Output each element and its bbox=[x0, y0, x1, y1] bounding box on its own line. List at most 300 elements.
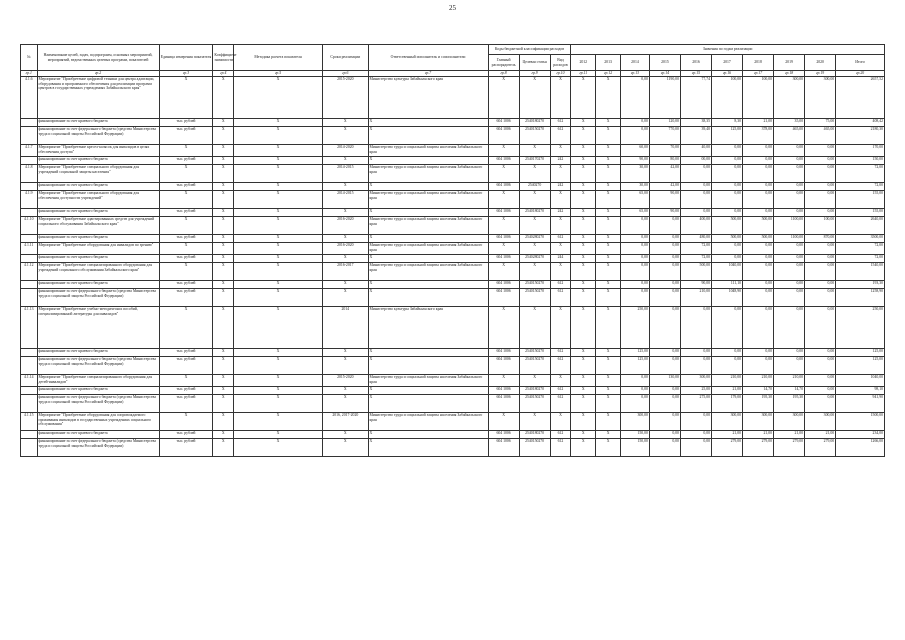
row-bcc-vr: 612 bbox=[550, 439, 571, 457]
value-2015: 1190,00 bbox=[649, 77, 680, 119]
value-2019: 210,00 bbox=[774, 375, 805, 387]
header-year: 2017 bbox=[712, 55, 743, 71]
row-method: X bbox=[234, 119, 323, 127]
row-unit: X bbox=[159, 145, 213, 157]
value-2019: 0,00 bbox=[774, 209, 805, 217]
row-coef: X bbox=[213, 357, 234, 375]
row-responsible: X bbox=[368, 281, 488, 289]
value-2020: 300,00 bbox=[805, 413, 836, 431]
value-2012: X bbox=[571, 281, 596, 289]
row-name: финансирование за счет краевого бюджета bbox=[37, 387, 159, 395]
value-2014: 65,00 bbox=[620, 209, 649, 217]
value-2013: X bbox=[596, 243, 621, 255]
row-number: 4.1.12 bbox=[21, 263, 38, 281]
row-unit: X bbox=[159, 263, 213, 281]
value-2013: X bbox=[596, 209, 621, 217]
value-2014: 150,00 bbox=[620, 431, 649, 439]
header-year: 2015 bbox=[649, 55, 680, 71]
value-2015: 80,00 bbox=[649, 157, 680, 165]
value-2017: 0,00 bbox=[712, 183, 743, 191]
row-responsible: Министерство культуры Забайкальского края bbox=[368, 307, 488, 349]
row-method: X bbox=[234, 191, 323, 209]
row-method: X bbox=[234, 375, 323, 387]
row-bcc-cs: X bbox=[519, 217, 550, 235]
value-2018: 21,00 bbox=[743, 431, 774, 439]
row-coef: X bbox=[213, 289, 234, 307]
row-responsible: Министерство труда и социальной защиты населения Забайкальского края bbox=[368, 145, 488, 157]
value-2013: X bbox=[596, 127, 621, 145]
value-2013: X bbox=[596, 157, 621, 165]
row-unit: тыс. рублей bbox=[159, 127, 213, 145]
value-total: 234,00 bbox=[836, 431, 885, 439]
row-number bbox=[21, 119, 38, 127]
value-2016: 275,00 bbox=[680, 395, 711, 413]
row-bcc-gr: X bbox=[488, 191, 519, 209]
value-2015: 0,00 bbox=[649, 431, 680, 439]
table-row bbox=[21, 183, 885, 191]
row-bcc-gr: 604 1006 bbox=[488, 255, 519, 263]
value-total: 2640,00 bbox=[836, 217, 885, 235]
column-number: гр.19 bbox=[805, 71, 836, 77]
value-2015: 120,00 bbox=[649, 119, 680, 127]
row-bcc-cs: X bbox=[519, 263, 550, 281]
row-responsible: X bbox=[368, 349, 488, 357]
value-2015: 0,00 bbox=[649, 243, 680, 255]
row-term: 2015-2020 bbox=[323, 77, 369, 119]
value-total: 2657,52 bbox=[836, 77, 885, 119]
row-coef: X bbox=[213, 255, 234, 263]
value-2016: 38,35 bbox=[680, 119, 711, 127]
row-name: Мероприятие "Приобретение оборудования для инвалидов по зрению" bbox=[37, 243, 159, 255]
value-2013: X bbox=[596, 431, 621, 439]
row-bcc-vr: X bbox=[550, 77, 571, 119]
row-name: финансирование за счет краевого бюджета bbox=[37, 349, 159, 357]
row-bcc-cs: X bbox=[519, 243, 550, 255]
value-2013: X bbox=[596, 217, 621, 235]
value-2020: 0,00 bbox=[805, 387, 836, 395]
value-2020: 0,00 bbox=[805, 349, 836, 357]
value-2016: 0,00 bbox=[680, 209, 711, 217]
value-2020: 465,00 bbox=[805, 127, 836, 145]
table-row bbox=[21, 395, 885, 413]
row-bcc-gr: 604 1006 bbox=[488, 395, 519, 413]
value-2016: 0,00 bbox=[680, 431, 711, 439]
value-2016: 0,00 bbox=[680, 413, 711, 431]
row-number bbox=[21, 183, 38, 191]
value-2015: 0,00 bbox=[649, 357, 680, 375]
value-2020: 279,00 bbox=[805, 439, 836, 457]
value-2015: 90,00 bbox=[649, 209, 680, 217]
row-responsible: X bbox=[368, 127, 488, 145]
header-term: Сроки реализации bbox=[323, 45, 369, 71]
value-2012: X bbox=[571, 387, 596, 395]
row-unit: тыс. рублей bbox=[159, 183, 213, 191]
row-method: X bbox=[234, 145, 323, 157]
row-bcc-cs: 2540150270 bbox=[519, 395, 550, 413]
value-2019: 0,00 bbox=[774, 191, 805, 209]
row-bcc-vr: 242 bbox=[550, 157, 571, 165]
value-2015: 770,00 bbox=[649, 127, 680, 145]
header-bcc-cs: Целевая статья bbox=[519, 55, 550, 71]
column-number: гр.11 bbox=[571, 71, 596, 77]
row-bcc-cs: 2540150270 bbox=[519, 357, 550, 375]
value-2014: 0,00 bbox=[620, 387, 649, 395]
value-2014: 30,00 bbox=[620, 165, 649, 183]
value-2015: 0,00 bbox=[649, 289, 680, 307]
row-bcc-vr: 612 bbox=[550, 289, 571, 307]
row-coef: X bbox=[213, 387, 234, 395]
table-row bbox=[21, 289, 885, 307]
value-2020: 0,00 bbox=[805, 281, 836, 289]
row-number bbox=[21, 209, 38, 217]
value-2017: 0,00 bbox=[712, 349, 743, 357]
value-total: 1266,00 bbox=[836, 439, 885, 457]
value-total: 72,00 bbox=[836, 243, 885, 255]
row-bcc-vr: 244 bbox=[550, 255, 571, 263]
row-bcc-cs: 2540150270 bbox=[519, 349, 550, 357]
row-bcc-gr: 604 1006 bbox=[488, 127, 519, 145]
row-method: X bbox=[234, 307, 323, 349]
value-2015: 0,00 bbox=[649, 263, 680, 281]
value-2012: X bbox=[571, 413, 596, 431]
row-number bbox=[21, 157, 38, 165]
row-unit: X bbox=[159, 307, 213, 349]
row-number: 4.1.9 bbox=[21, 191, 38, 209]
row-bcc-vr: X bbox=[550, 145, 571, 157]
row-bcc-gr: 604 1006 bbox=[488, 387, 519, 395]
row-responsible: X bbox=[368, 357, 488, 375]
value-2012: X bbox=[571, 183, 596, 191]
row-unit: тыс. рублей bbox=[159, 157, 213, 165]
value-2013: X bbox=[596, 413, 621, 431]
row-coef: X bbox=[213, 217, 234, 235]
value-2017: 0,00 bbox=[712, 209, 743, 217]
row-unit: тыс. рублей bbox=[159, 431, 213, 439]
row-coef: X bbox=[213, 191, 234, 209]
value-2014: 0,00 bbox=[620, 375, 649, 387]
value-total: 155,00 bbox=[836, 191, 885, 209]
row-name: Мероприятие "Приобретение оборудования для сопровождаемого проживания инвалидов в государственных учреждениях социального обслуживания" bbox=[37, 413, 159, 431]
row-unit: тыс. рублей bbox=[159, 235, 213, 243]
row-term: 2014-2020 bbox=[323, 145, 369, 157]
value-2018: 21,00 bbox=[743, 119, 774, 127]
value-2018: 0,00 bbox=[743, 255, 774, 263]
value-2018: 300,00 bbox=[743, 413, 774, 431]
value-2012: X bbox=[571, 243, 596, 255]
row-name: Мероприятие "Приобретение адаптированных средств для учреждений социального обслуживания Забайкальского края" bbox=[37, 217, 159, 235]
value-2020: 0,00 bbox=[805, 263, 836, 281]
value-2016: 0,00 bbox=[680, 357, 711, 375]
table-row bbox=[21, 375, 885, 387]
value-2017: 0,00 bbox=[712, 307, 743, 349]
value-2015: 42,00 bbox=[649, 165, 680, 183]
value-2017: 0,00 bbox=[712, 145, 743, 157]
table-row bbox=[21, 413, 885, 431]
value-total: 1040,00 bbox=[836, 375, 885, 387]
value-2014: 0,00 bbox=[620, 263, 649, 281]
header-year: 2014 bbox=[620, 55, 649, 71]
row-responsible: Министерство труда и социальной защиты населения Забайкальского края bbox=[368, 217, 488, 235]
value-2020: 21,00 bbox=[805, 431, 836, 439]
value-2018: 0,00 bbox=[743, 165, 774, 183]
value-2020: 100,00 bbox=[805, 217, 836, 235]
row-term: X bbox=[323, 349, 369, 357]
column-number: гр.12 bbox=[596, 71, 621, 77]
header-name: Наименование целей, задач, подпрограмм, основных мероприятий, мероприятий, ведомственных целевых программ, показателей bbox=[37, 45, 159, 71]
row-coef: X bbox=[213, 413, 234, 431]
row-bcc-gr: X bbox=[488, 217, 519, 235]
row-bcc-vr: X bbox=[550, 413, 571, 431]
row-responsible: X bbox=[368, 119, 488, 127]
row-method: X bbox=[234, 157, 323, 165]
value-2014: 0,00 bbox=[620, 255, 649, 263]
value-2017: 0,00 bbox=[712, 191, 743, 209]
row-bcc-vr: 242 bbox=[550, 209, 571, 217]
column-number: гр.9 bbox=[519, 71, 550, 77]
value-2015: 0,00 bbox=[649, 387, 680, 395]
value-2017: 300,00 bbox=[712, 413, 743, 431]
column-number: гр.4 bbox=[213, 71, 234, 77]
value-2014: 0,00 bbox=[620, 281, 649, 289]
value-total: 150,00 bbox=[836, 157, 885, 165]
row-bcc-vr: X bbox=[550, 191, 571, 209]
value-2018: 0,00 bbox=[743, 183, 774, 191]
row-bcc-cs: 2540180270 bbox=[519, 209, 550, 217]
value-2017: 0,00 bbox=[712, 255, 743, 263]
value-2020: 0,00 bbox=[805, 183, 836, 191]
row-coef: X bbox=[213, 281, 234, 289]
row-method: X bbox=[234, 209, 323, 217]
row-bcc-vr: 612 bbox=[550, 281, 571, 289]
row-number: 4.1.11 bbox=[21, 243, 38, 255]
value-2019: 14,70 bbox=[774, 387, 805, 395]
row-responsible: Министерство труда и социальной защиты населения Забайкальского края bbox=[368, 263, 488, 281]
row-bcc-vr: 612 bbox=[550, 387, 571, 395]
row-bcc-vr: X bbox=[550, 263, 571, 281]
value-2017: 279,00 bbox=[712, 439, 743, 457]
value-2015: 0,00 bbox=[649, 307, 680, 349]
row-method: X bbox=[234, 349, 323, 357]
row-method: X bbox=[234, 217, 323, 235]
value-2017: 21,00 bbox=[712, 387, 743, 395]
program-table bbox=[20, 44, 885, 457]
row-coef: X bbox=[213, 349, 234, 357]
header-values: Значения по годам реализации bbox=[571, 45, 885, 55]
page-number: 25 bbox=[449, 4, 456, 12]
row-bcc-gr: 604 1006 bbox=[488, 357, 519, 375]
value-2017: 100,00 bbox=[712, 77, 743, 119]
row-bcc-cs: X bbox=[519, 165, 550, 183]
value-2014: 125,00 bbox=[620, 349, 649, 357]
row-name: финансирование за счет краевого бюджета bbox=[37, 209, 159, 217]
value-2015: 90,00 bbox=[649, 191, 680, 209]
value-2016: 400,00 bbox=[680, 217, 711, 235]
row-name: финансирование за счет федерального бюджета (средства Министерства труда и социальной защиты Российской Федерации) bbox=[37, 439, 159, 457]
row-name: финансирование за счет федерального бюджета (средства Министерства труда и социальной защиты Российской Федерации) bbox=[37, 395, 159, 413]
value-2012: X bbox=[571, 289, 596, 307]
row-responsible: Министерство труда и социальной защиты населения Забайкальского края bbox=[368, 375, 488, 387]
value-2020: 0,00 bbox=[805, 157, 836, 165]
value-2020: 0,00 bbox=[805, 395, 836, 413]
row-coef: X bbox=[213, 375, 234, 387]
row-bcc-cs: 2540180270 bbox=[519, 119, 550, 127]
value-2016: 25,00 bbox=[680, 387, 711, 395]
value-2014: 125,00 bbox=[620, 357, 649, 375]
value-2020: 0,00 bbox=[805, 357, 836, 375]
header-year: 2016 bbox=[680, 55, 711, 71]
row-name: финансирование за счет федерального бюджета (средства Министерства труда и социальной защиты Российской Федерации) bbox=[37, 127, 159, 145]
column-number: гр.5 bbox=[234, 71, 323, 77]
row-term: X bbox=[323, 431, 369, 439]
column-number: гр.15 bbox=[680, 71, 711, 77]
row-name: Мероприятие "Приобретение специального оборудования для учреждений социальной защиты населения" bbox=[37, 165, 159, 183]
row-coef: X bbox=[213, 119, 234, 127]
value-2020: 0,00 bbox=[805, 209, 836, 217]
row-unit: тыс. рублей bbox=[159, 387, 213, 395]
value-2012: X bbox=[571, 349, 596, 357]
value-2017: 1048,90 bbox=[712, 289, 743, 307]
value-2019: 0,00 bbox=[774, 145, 805, 157]
row-number bbox=[21, 357, 38, 375]
value-2019: 0,00 bbox=[774, 157, 805, 165]
value-2012: X bbox=[571, 375, 596, 387]
value-2015: 0,00 bbox=[649, 255, 680, 263]
column-number: гр.2 bbox=[37, 71, 159, 77]
value-total: 125,00 bbox=[836, 357, 885, 375]
row-coef: X bbox=[213, 439, 234, 457]
value-2014: 150,00 bbox=[620, 439, 649, 457]
value-2013: X bbox=[596, 439, 621, 457]
value-2018: 0,00 bbox=[743, 191, 774, 209]
row-responsible: Министерство труда и социальной защиты населения Забайкальского края bbox=[368, 165, 488, 183]
row-name: Мероприятие "Приобретение кресел-колясок для инвалидов в целях обеспечения доступа" bbox=[37, 145, 159, 157]
value-2016: 300,00 bbox=[680, 375, 711, 387]
header-year: 2013 bbox=[596, 55, 621, 71]
table-row bbox=[21, 243, 885, 255]
row-bcc-vr: 612 bbox=[550, 357, 571, 375]
value-2013: X bbox=[596, 119, 621, 127]
row-coef: X bbox=[213, 243, 234, 255]
value-2012: X bbox=[571, 191, 596, 209]
row-bcc-cs: X bbox=[519, 145, 550, 157]
row-unit: X bbox=[159, 375, 213, 387]
row-responsible: X bbox=[368, 387, 488, 395]
value-2018: 0,00 bbox=[743, 307, 774, 349]
row-method: X bbox=[234, 243, 323, 255]
header-method: Методика расчета показателя bbox=[234, 45, 323, 71]
row-unit: X bbox=[159, 217, 213, 235]
row-method: X bbox=[234, 165, 323, 183]
row-bcc-gr: X bbox=[488, 165, 519, 183]
row-name: финансирование за счет краевого бюджета bbox=[37, 281, 159, 289]
value-2014: 90,00 bbox=[620, 157, 649, 165]
column-number: гр.14 bbox=[649, 71, 680, 77]
value-2012: X bbox=[571, 255, 596, 263]
value-2014: 0,00 bbox=[620, 119, 649, 127]
value-2012: X bbox=[571, 127, 596, 145]
value-2013: X bbox=[596, 307, 621, 349]
row-number bbox=[21, 395, 38, 413]
header-total: Итого bbox=[836, 55, 885, 71]
value-2012: X bbox=[571, 439, 596, 457]
value-2017: 500,00 bbox=[712, 235, 743, 243]
value-2016: 72,00 bbox=[680, 243, 711, 255]
row-bcc-gr: X bbox=[488, 145, 519, 157]
value-2015: 0,00 bbox=[649, 349, 680, 357]
row-method: X bbox=[234, 357, 323, 375]
value-2012: X bbox=[571, 217, 596, 235]
value-2014: 0,00 bbox=[620, 243, 649, 255]
row-bcc-cs: X bbox=[519, 191, 550, 209]
value-2019: 0,00 bbox=[774, 255, 805, 263]
value-2020: 0,00 bbox=[805, 307, 836, 349]
row-responsible: X bbox=[368, 431, 488, 439]
value-total: 1540,00 bbox=[836, 263, 885, 281]
value-2019: 0,00 bbox=[774, 243, 805, 255]
value-2016: 0,00 bbox=[680, 307, 711, 349]
row-unit: тыс. рублей bbox=[159, 119, 213, 127]
table-row bbox=[21, 157, 885, 165]
value-2014: 300,00 bbox=[620, 413, 649, 431]
value-2019: 0,00 bbox=[774, 165, 805, 183]
value-2019: 279,00 bbox=[774, 439, 805, 457]
value-2015: 130,00 bbox=[649, 375, 680, 387]
row-method: X bbox=[234, 127, 323, 145]
value-2013: X bbox=[596, 77, 621, 119]
row-bcc-gr: X bbox=[488, 413, 519, 431]
row-method: X bbox=[234, 387, 323, 395]
row-bcc-gr: 604 1006 bbox=[488, 289, 519, 307]
value-2019: 300,00 bbox=[774, 413, 805, 431]
row-name: финансирование за счет федерального бюджета (средства Министерства труда и социальной защиты Российской Федерации) bbox=[37, 357, 159, 375]
value-2018: 0,00 bbox=[743, 209, 774, 217]
value-2012: X bbox=[571, 119, 596, 127]
value-2012: X bbox=[571, 165, 596, 183]
value-2020: 75,00 bbox=[805, 119, 836, 127]
value-2012: X bbox=[571, 395, 596, 413]
row-name: Мероприятие "Приобретение специализированного оборудования для детей-инвалидов" bbox=[37, 375, 159, 387]
value-2016: 500,00 bbox=[680, 263, 711, 281]
row-number: 4.1.6 bbox=[21, 77, 38, 119]
value-2018: 0,00 bbox=[743, 357, 774, 375]
row-bcc-gr: 604 1006 bbox=[488, 209, 519, 217]
value-2018: 0,00 bbox=[743, 157, 774, 165]
value-2013: X bbox=[596, 191, 621, 209]
row-number bbox=[21, 281, 38, 289]
row-bcc-gr: X bbox=[488, 307, 519, 349]
value-2014: 250,00 bbox=[620, 307, 649, 349]
header-responsible: Ответственный исполнитель и соисполнители bbox=[368, 45, 488, 71]
value-2013: X bbox=[596, 255, 621, 263]
value-2016: 40,00 bbox=[680, 145, 711, 157]
value-2015: 0,00 bbox=[649, 281, 680, 289]
value-2016: 0,00 bbox=[680, 349, 711, 357]
table-row bbox=[21, 119, 885, 127]
value-total: 193,30 bbox=[836, 281, 885, 289]
value-total: 1258,90 bbox=[836, 289, 885, 307]
row-term: X bbox=[323, 289, 369, 307]
header-year: 2019 bbox=[774, 55, 805, 71]
header-coef: Коэффициент значимости bbox=[213, 45, 234, 71]
row-unit: X bbox=[159, 243, 213, 255]
row-responsible: Министерство культуры Забайкальского края bbox=[368, 77, 488, 119]
value-2020: 0,00 bbox=[805, 165, 836, 183]
row-bcc-gr: X bbox=[488, 77, 519, 119]
value-2012: X bbox=[571, 357, 596, 375]
value-2019: 0,00 bbox=[774, 281, 805, 289]
value-2016: 39,40 bbox=[680, 127, 711, 145]
value-2018: 0,00 bbox=[743, 281, 774, 289]
